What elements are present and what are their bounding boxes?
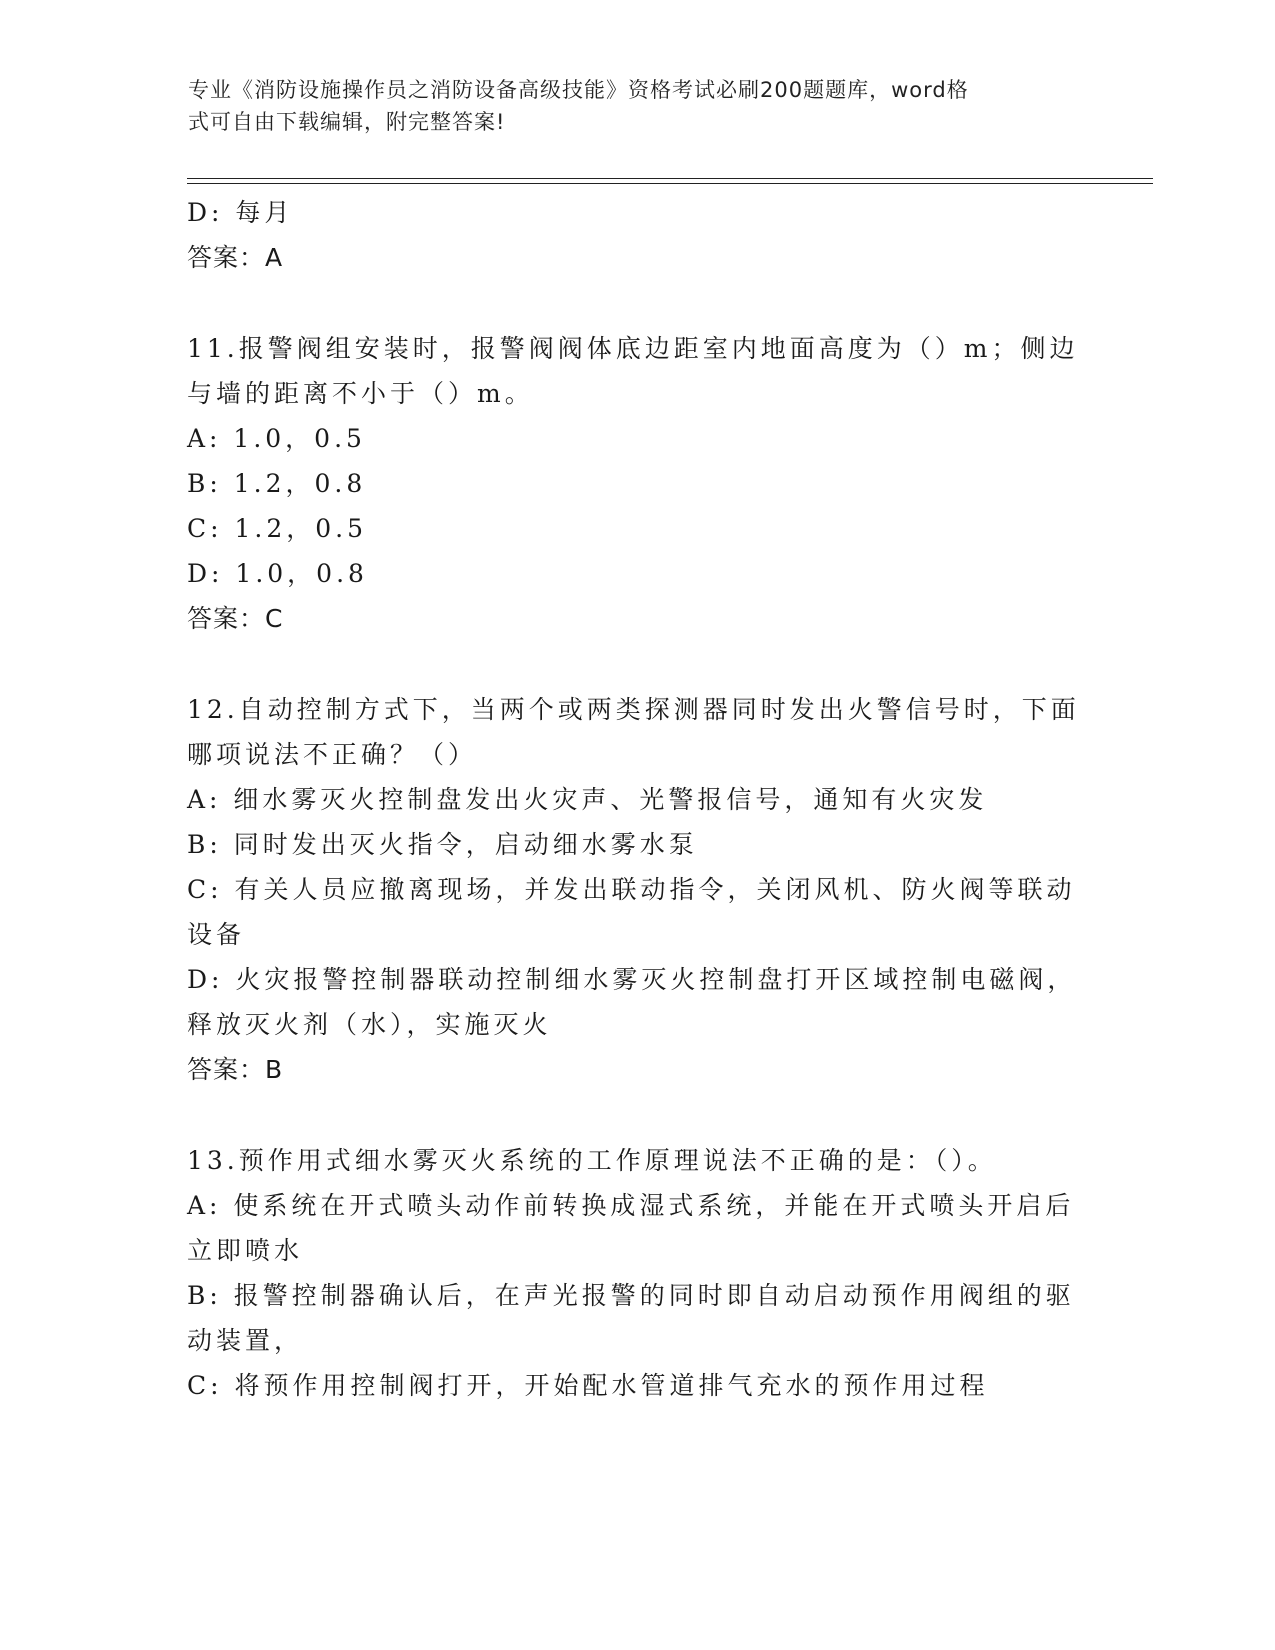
option-b-continued: 动装置， xyxy=(187,1326,304,1355)
option-c: C: 有关人员应撤离现场，并发出联动指令，关闭风机、防火阀等联动 xyxy=(187,875,1076,904)
question-gap xyxy=(187,1092,1087,1138)
header-divider-top xyxy=(187,178,1153,179)
option-c: C: 将预作用控制阀打开，开始配水管道排气充水的预作用过程 xyxy=(187,1371,989,1400)
option-d-continued: 释放灭火剂（水），实施灭火 xyxy=(187,1010,552,1039)
question-text: 11.报警阀组安装时，报警阀阀体底边距室内地面高度为（）m；侧边 xyxy=(187,334,1079,363)
option-d: D: 每月 xyxy=(187,198,294,227)
question-13-block xyxy=(187,1138,1087,1408)
question-text: 13.预作用式细水雾灭火系统的工作原理说法不正确的是：（）。 xyxy=(187,1146,997,1175)
question-text: 哪项说法不正确？（） xyxy=(187,740,478,769)
question-10-block xyxy=(187,190,1087,280)
option-a-continued: 立即喷水 xyxy=(187,1236,304,1265)
option-b: B: 同时发出灭火指令，启动细水雾水泵 xyxy=(187,830,698,859)
option-a: A: 使系统在开式喷头动作前转换成湿式系统，并能在开式喷头开启后 xyxy=(187,1191,1075,1220)
question-text: 12.自动控制方式下，当两个或两类探测器同时发出火警信号时，下面 xyxy=(187,695,1080,724)
option-a: A: 细水雾灭火控制盘发出火灾声、光警报信号，通知有火灾发 xyxy=(187,785,988,814)
header-title-line-1: 专业《消防设施操作员之消防设备高级技能》资格考试必刷200题题库，word格 xyxy=(188,78,969,102)
option-b: B: 报警控制器确认后，在声光报警的同时即自动启动预作用阀组的驱 xyxy=(187,1281,1075,1310)
document-body xyxy=(187,190,1087,1408)
page-header xyxy=(188,74,1068,138)
question-gap xyxy=(187,641,1087,687)
header-divider-bottom xyxy=(187,183,1153,184)
option-d: D: 1.0，0.8 xyxy=(187,559,368,588)
option-c-continued: 设备 xyxy=(187,920,246,949)
question-12-block xyxy=(187,687,1087,1092)
option-c: C: 1.2，0.5 xyxy=(187,514,368,543)
option-a: A: 1.0，0.5 xyxy=(187,424,366,453)
question-text: 与墙的距离不小于（）m。 xyxy=(187,379,534,408)
answer-line: 答案：A xyxy=(187,243,284,272)
option-b: B: 1.2，0.8 xyxy=(187,469,367,498)
answer-line: 答案：C xyxy=(187,604,284,633)
option-d: D: 火灾报警控制器联动控制细水雾灭火控制盘打开区域控制电磁阀， xyxy=(187,965,1077,994)
question-gap xyxy=(187,280,1087,326)
header-title-line-2: 式可自由下载编辑，附完整答案! xyxy=(188,110,506,134)
question-11-block xyxy=(187,326,1087,641)
answer-line: 答案：B xyxy=(187,1055,284,1084)
